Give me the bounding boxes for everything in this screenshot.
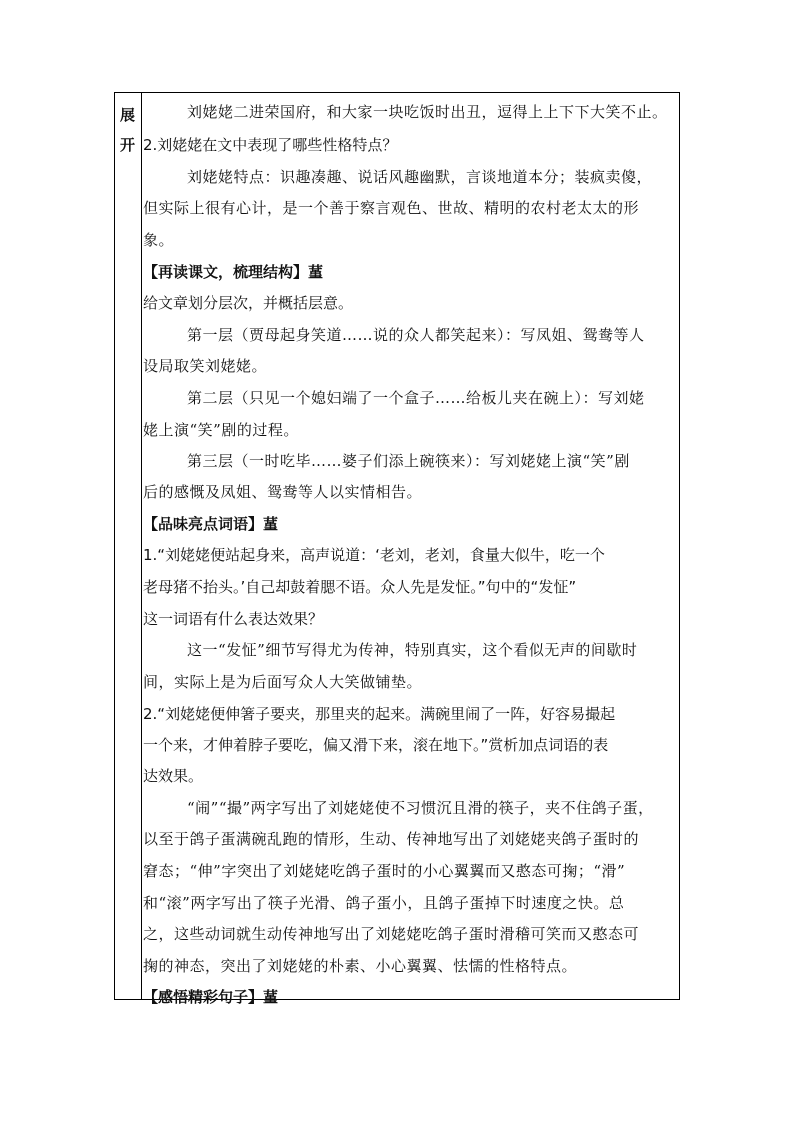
answer-line: “闹”“撮”两字写出了刘姥姥使不习惯沉且滑的筷子，夹不住鸽子蛋， [187,799,654,817]
answer-line: 这一“发怔”细节写得尤为传神，特别真实，这个看似无声的间歇时 [187,641,638,659]
question-line: 一个来，才伸着脖子要吃，偏又滑下来，滚在地下。”赏析加点词语的表 [143,736,609,754]
answer-line: 以至于鸽子蛋满碗乱跑的情形，生动、传神地写出了刘姥姥夹鸽子蛋时的 [143,830,640,848]
answer-line: 刘姥姥二进荣国府，和大家一块吃饭时出丑，逗得上上下下大笑不止。 [187,103,668,121]
section-label [114,100,141,160]
answer-line: 和“滚”两字写出了筷子光滑、鸽子蛋小，且鸽子蛋掉下时速度之快。总 [143,894,625,912]
section-heading: 【感悟精彩句子】蓳 [143,988,279,1006]
answer-line: 刘姥姥特点：识趣凑趣、说话风趣幽默，言谈地道本分；装疯卖傻， [187,168,653,186]
answer-line: 掬的神态，突出了刘姥姥的朴素、小心翼翼、怯懦的性格特点。 [143,957,578,975]
answer-line: 后的感慨及凤姐、鸳鸯等人以实情相告。 [143,483,423,501]
question-line: 给文章划分层次，并概括层意。 [143,294,354,312]
section-label-char: 开 [119,136,135,154]
section-heading: 【再读课文，梳理结构】蓳 [143,263,324,281]
section-label-char: 展 [119,106,135,124]
question-line: 2.刘姥姥在文中表现了哪些性格特点？ [143,136,398,154]
section-heading: 【品味亮点词语】蓳 [143,515,279,533]
answer-line: 象。 [143,231,175,249]
question-line: 2.“刘姥姥便伸箸子要夹，那里夹的起来。满碗里闹了一阵，好容易撮起 [143,705,616,723]
answer-line: 设局取笑刘姥姥。 [143,357,268,375]
answer-line: 之，这些动词就生动传神地写出了刘姥姥吃鸽子蛋时滑稽可笑而又憨态可 [143,925,640,943]
question-line: 达效果。 [143,767,204,785]
answer-line: 但实际上很有心计，是一个善于察言观色、世故、精明的农村老太太的形 [143,199,640,217]
answer-line: 姥上演“笑”剧的过程。 [143,421,299,439]
answer-line: 间，实际上是为后面写众人大笑做铺垫。 [143,673,423,691]
answer-line: 第三层（一时吃毕……婆子们添上碗筷来）：写刘姥姥上演“笑”剧 [187,452,630,470]
question-line: 这一词语有什么表达效果？ [143,610,324,628]
question-line: 老母猪不抬头。’自己却鼓着腮不语。众人先是发怔。”句中的“发怔” [143,578,577,596]
answer-line: 第一层（贾母起身笑道……说的众人都笑起来）：写凤姐、鸳鸯等人 [187,326,645,344]
answer-line: 第二层（只见一个媳妇端了一个盒子……给板儿夹在碗上）：写刘姥 [187,389,645,407]
question-line: 1.“刘姥姥便站起身来，高声说道：‘老刘，老刘，食量大似牛，吃一个 [143,546,605,564]
column-divider [141,92,142,1000]
answer-line: 窘态；“伸”字突出了刘姥姥吃鸽子蛋时的小心翼翼而又憨态可掬；“滑” [143,862,626,880]
